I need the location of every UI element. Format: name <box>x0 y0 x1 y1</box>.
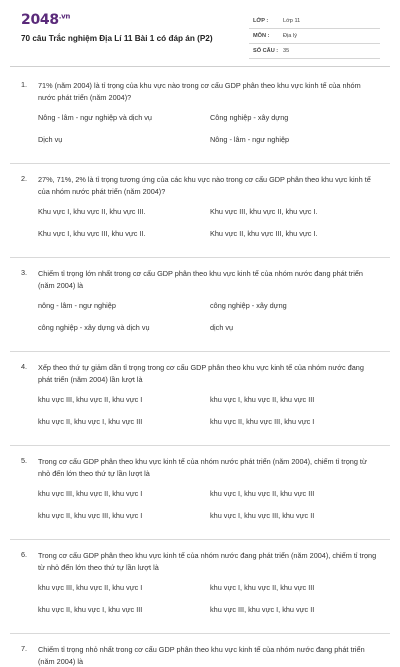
question-number: 7. <box>21 644 28 653</box>
question-divider <box>10 539 390 540</box>
logo-text: 2048 <box>21 12 59 28</box>
answer-option-c[interactable]: khu vực II, khu vực I, khu vực III <box>38 605 143 614</box>
answer-option-d[interactable]: khu vực II, khu vực III, khu vực I <box>210 417 315 426</box>
answer-option-c[interactable]: khu vực II, khu vực III, khu vực I <box>38 511 143 520</box>
question-item <box>0 80 400 155</box>
question-text: 71% (năm 2004) là tỉ trọng của khu vực nào trong cơ cấu GDP phân theo khu vực kinh tế của nhóm nước phát triển (năm 2004)? <box>38 81 361 102</box>
question-text: Trong cơ cấu GDP phân theo khu vực kinh tế của nhóm nước đang phát triển (năm 2004), chiếm tỉ trọng từ nhỏ đến lớn theo thứ tự lần lượt là <box>38 551 377 572</box>
question-number: 2. <box>21 174 28 183</box>
meta-value: 35 <box>283 48 290 54</box>
question-divider <box>10 633 390 634</box>
question-number: 4. <box>21 362 28 371</box>
answer-options <box>38 113 380 155</box>
answer-option-b[interactable]: công nghiệp - xây dựng <box>210 301 287 310</box>
answer-options <box>38 489 380 531</box>
question-number: 5. <box>21 456 28 465</box>
question-number: 1. <box>21 80 28 89</box>
answer-option-c[interactable]: Dịch vụ <box>38 135 63 144</box>
answer-option-b[interactable]: khu vực I, khu vực II, khu vực III <box>210 583 315 592</box>
answer-option-d[interactable]: dịch vụ <box>210 323 234 332</box>
answer-option-b[interactable]: Khu vực III, khu vực II, khu vực I. <box>210 207 318 216</box>
meta-key: SỐ CÂU : <box>253 48 279 54</box>
meta-row-subject <box>249 29 380 44</box>
header-divider <box>10 66 390 67</box>
answer-option-c[interactable]: công nghiệp - xây dựng và dịch vụ <box>38 323 150 332</box>
meta-row-class <box>249 14 380 29</box>
document-title: 70 câu Trắc nghiệm Địa Lí 11 Bài 1 có đáp án (P2) <box>21 34 213 43</box>
answer-option-a[interactable]: khu vực III, khu vực II, khu vực I <box>38 395 143 404</box>
question-text: 27%, 71%, 2% là tỉ trọng tương ứng của các khu vực nào trong cơ cấu GDP phân theo khu vực kinh tế của nhóm nước phát triển (năm 2004)? <box>38 175 371 196</box>
meta-key: LỚP : <box>253 18 269 24</box>
question-divider <box>10 445 390 446</box>
document-header <box>0 0 400 66</box>
question-text: Chiếm tỉ trọng lớn nhất trong cơ cấu GDP phân theo khu vực kinh tế của nhóm nước đang phát triển (năm 2004) là <box>38 269 363 290</box>
answer-option-b[interactable]: khu vực I, khu vực II, khu vực III <box>210 395 315 404</box>
answer-option-a[interactable]: khu vực III, khu vực II, khu vực I <box>38 489 143 498</box>
question-divider <box>10 163 390 164</box>
answer-options <box>38 395 380 437</box>
answer-option-b[interactable]: khu vực I, khu vực II, khu vực III <box>210 489 315 498</box>
answer-option-a[interactable]: Khu vực I, khu vực II, khu vực III. <box>38 207 146 216</box>
site-logo[interactable] <box>21 12 70 28</box>
question-item <box>0 550 400 625</box>
question-text: Xếp theo thứ tự giảm dần tỉ trọng trong cơ cấu GDP phân theo khu vực kinh tế của nhóm nước đang phát triển (năm 2004) lần lượt là <box>38 363 364 384</box>
question-item <box>0 362 400 437</box>
question-text: Chiếm tỉ trọng nhỏ nhất trong cơ cấu GDP phân theo khu vực kinh tế của nhóm nước đang phát triển (năm 2004) là <box>38 645 365 666</box>
answer-option-b[interactable]: Công nghiệp - xây dựng <box>210 113 289 122</box>
meta-key: MÔN : <box>253 33 270 39</box>
question-divider <box>10 257 390 258</box>
answer-option-d[interactable]: Nông - lâm - ngư nghiệp <box>210 135 290 144</box>
question-item <box>0 268 400 343</box>
question-number: 3. <box>21 268 28 277</box>
answer-options <box>38 301 380 343</box>
question-text: Trong cơ cấu GDP phân theo khu vực kinh tế của nhóm nước phát triển (năm 2004), chiếm tỉ trọng từ nhỏ đến lớn theo thứ tự lần lượt là <box>38 457 367 478</box>
question-item <box>0 174 400 249</box>
question-item <box>0 456 400 531</box>
answer-option-a[interactable]: khu vực III, khu vực II, khu vực I <box>38 583 143 592</box>
answer-option-a[interactable]: Nông - lâm - ngư nghiệp và dịch vụ <box>38 113 152 122</box>
question-number: 6. <box>21 550 28 559</box>
answer-option-a[interactable]: nông - lâm - ngư nghiệp <box>38 301 116 310</box>
meta-row-count <box>249 44 380 59</box>
answer-option-d[interactable]: khu vực III, khu vực I, khu vực II <box>210 605 315 614</box>
logo-suffix: .vn <box>58 12 71 21</box>
question-item <box>0 644 400 667</box>
answer-options <box>38 207 380 249</box>
question-list <box>0 80 400 667</box>
answer-option-d[interactable]: khu vực I, khu vực III, khu vực II <box>210 511 315 520</box>
meta-value: Địa lý <box>283 33 297 39</box>
question-divider <box>10 351 390 352</box>
answer-option-c[interactable]: Khu vực I, khu vực III, khu vực II. <box>38 229 146 238</box>
answer-option-d[interactable]: Khu vực II, khu vực III, khu vực I. <box>210 229 318 238</box>
meta-value: Lớp 11 <box>283 18 301 24</box>
answer-option-c[interactable]: khu vực II, khu vực I, khu vực III <box>38 417 143 426</box>
answer-options <box>38 583 380 625</box>
meta-table <box>249 14 380 59</box>
